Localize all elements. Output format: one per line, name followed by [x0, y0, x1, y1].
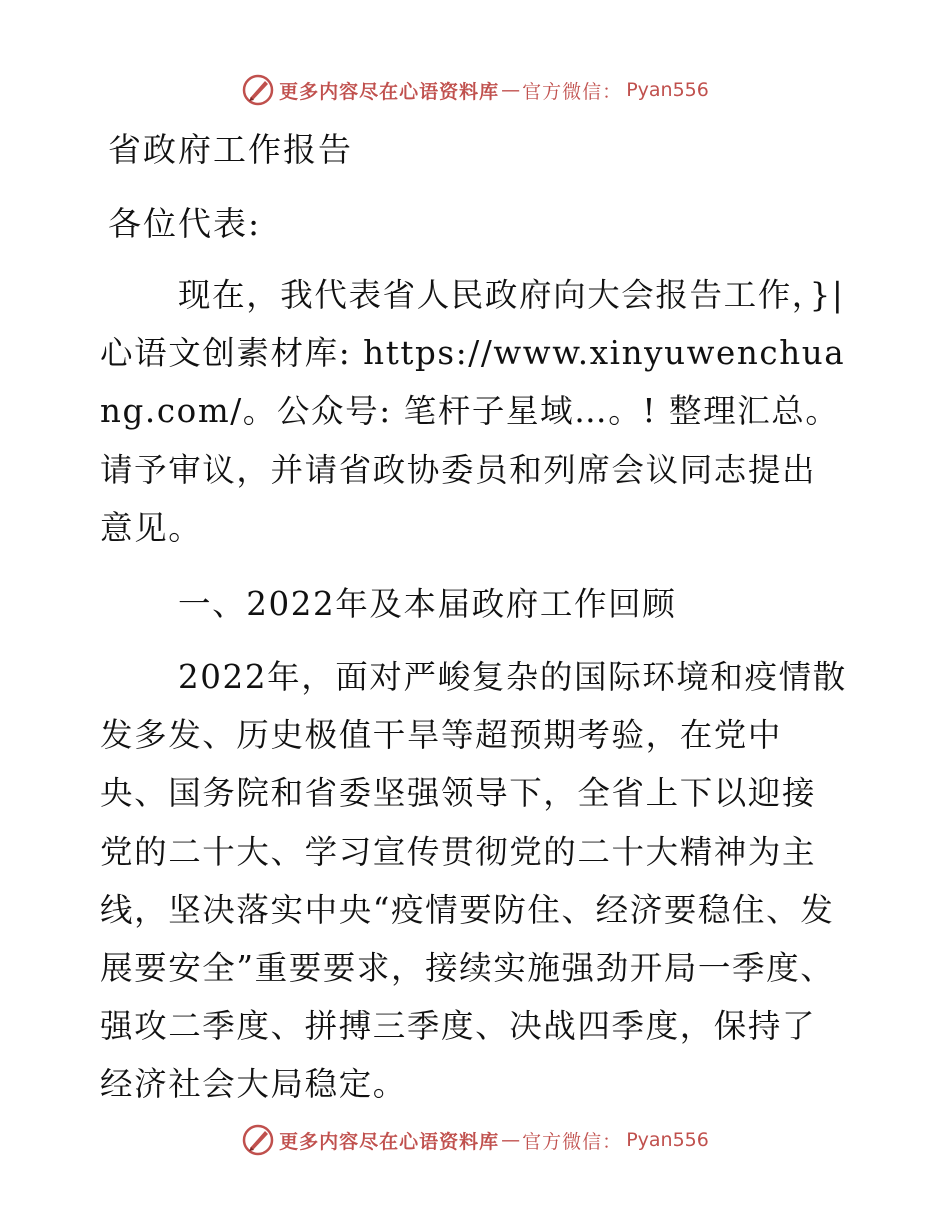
section-heading: 一、2022年及本届政府工作回顾 [178, 585, 677, 623]
footer-watermark-banner [0, 1120, 950, 1160]
quill-pen-circle-icon [241, 73, 275, 107]
quill-pen-circle-icon [241, 1123, 275, 1157]
banner-dash: — [501, 79, 521, 101]
banner-main-text: 更多内容尽在心语资料库 [279, 1130, 500, 1153]
header-watermark-banner [0, 70, 950, 110]
banner-wechat-label: 官方微信： [522, 1130, 623, 1153]
paragraph-review: 2022年，面对严峻复杂的国际环境和疫情散发多发、历史极值干旱等超预期考验，在党中央、国务院和省委坚强领导下，全省上下以迎接党的二十大、学习宣传贯彻党的二十大精神为主线，坚决落实中央“疫情要防住、经济要稳住、发展要安全”重要要求，接续实施强劲开局一季度、强攻二季度、拼搏三季度、决战四季度，保持了经济社会大局稳定。 [100, 658, 847, 1104]
salutation: 各位代表: [108, 204, 262, 243]
banner-main-text: 更多内容尽在心语资料库 [279, 80, 500, 103]
banner-dash: — [501, 1129, 521, 1151]
paragraph-intro: 现在，我代表省人民政府向大会报告工作，}|心语文创素材库: https://www.xinyuwenchuang.com/。公众号: 笔杆子星域…。! 整理汇总。请予审议，并请省政协委员和列席会议同志提出意见。 [100, 276, 846, 547]
banner-wechat-id: Pyan556 [626, 1129, 709, 1151]
banner-wechat-id: Pyan556 [626, 79, 709, 101]
banner-wechat-label: 官方微信： [522, 80, 623, 103]
document-title: 省政府工作报告 [108, 130, 353, 169]
